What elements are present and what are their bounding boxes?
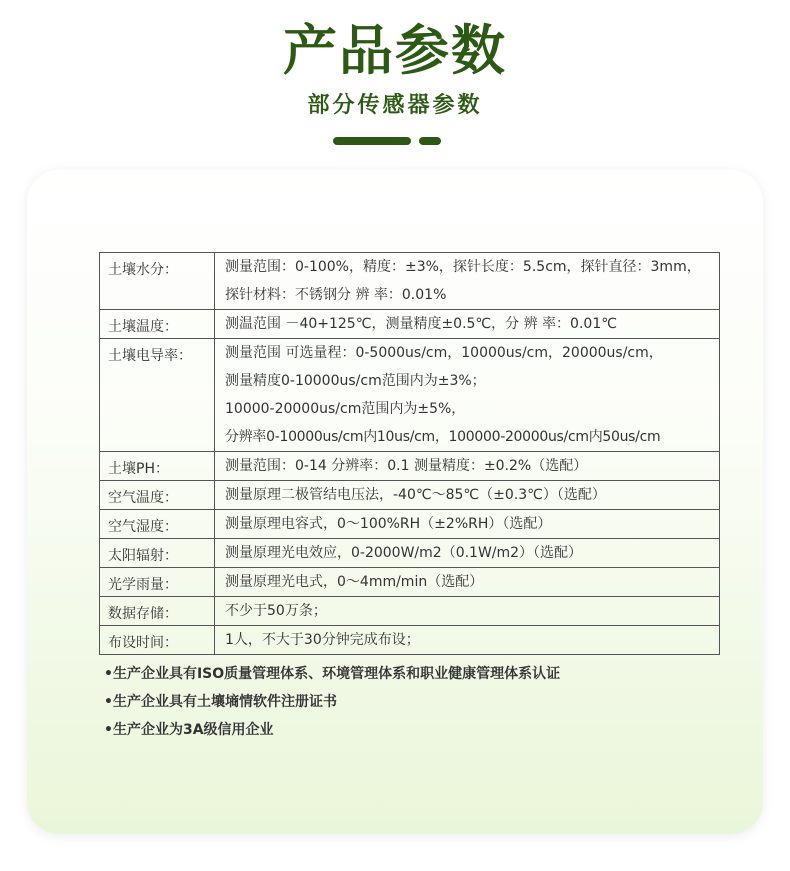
spec-line: 10000-20000us/cm范围内为±5%， [225,401,466,417]
spec-value [215,452,720,481]
spec-line: 不少于50万条； [225,603,327,619]
spec-line: 测量原理光电式，0～4mm/min（选配） [225,574,484,590]
page-subtitle: 部分传感器参数 [307,93,483,118]
spec-line: 测温范围 －40+125℃，测量精度±0.5℃，分 辨 率：0.01℃ [225,316,617,332]
table-row [100,539,720,568]
spec-label: 布设时间： [100,626,215,655]
spec-label: 土壤电导率： [100,339,215,452]
spec-label: 数据存储： [100,597,215,626]
certification-notes [104,660,724,744]
spec-value [215,481,720,510]
spec-label: 土壤温度： [100,310,215,339]
table-row [100,568,720,597]
spec-table [99,252,720,655]
note-item: •生产企业为3A级信用企业 [104,722,274,738]
note-item: •生产企业具有土壤墒情软件注册证书 [104,694,337,710]
spec-line: 测量范围：0-14 分辨率：0.1 测量精度：±0.2%（选配） [225,458,588,474]
table-row [100,253,720,310]
spec-line: 测量范围：0-100%，精度：±3%，探针长度：5.5cm，探针直径：3mm， [225,259,701,275]
spec-line: 分辨率0-10000us/cm内10us/cm，100000-20000us/cm内50us/cm [225,429,661,445]
spec-value [215,539,720,568]
spec-value [215,310,720,339]
table-row [100,626,720,655]
spec-line: 1人，不大于30分钟完成布设； [225,632,420,648]
note-item: •生产企业具有ISO质量管理体系、环境管理体系和职业健康管理体系认证 [104,666,561,682]
spec-line: 测量原理二极管结电压法，-40℃～85℃（±0.3℃）（选配） [225,487,606,503]
spec-value [215,626,720,655]
table-row [100,481,720,510]
table-row [100,597,720,626]
spec-label: 土壤PH： [100,452,215,481]
spec-value [215,568,720,597]
table-row [100,339,720,452]
spec-label: 太阳辐射： [100,539,215,568]
spec-value [215,253,720,310]
spec-value [215,510,720,539]
table-row [100,452,720,481]
spec-value [215,339,720,452]
decorative-bar-long [333,137,411,145]
table-row [100,510,720,539]
spec-label: 空气温度： [100,481,215,510]
header [0,0,790,160]
spec-label: 光学雨量： [100,568,215,597]
spec-line: 测量精度0-10000us/cm范围内为±3%； [225,373,486,389]
spec-line: 测量范围 可选量程：0-5000us/cm，10000us/cm，20000us/cm， [225,345,663,361]
spec-label: 土壤水分： [100,253,215,310]
decorative-bar-short [419,137,441,145]
spec-line: 探针材料：不锈钢分 辨 率：0.01% [225,287,447,303]
spec-label: 空气湿度： [100,510,215,539]
spec-line: 测量原理电容式，0～100%RH（±2%RH）（选配） [225,516,552,532]
spec-value [215,597,720,626]
table-row [100,310,720,339]
page-title: 产品参数 [283,19,507,82]
spec-line: 测量原理光电效应，0-2000W/m2（0.1W/m2）（选配） [225,545,583,561]
